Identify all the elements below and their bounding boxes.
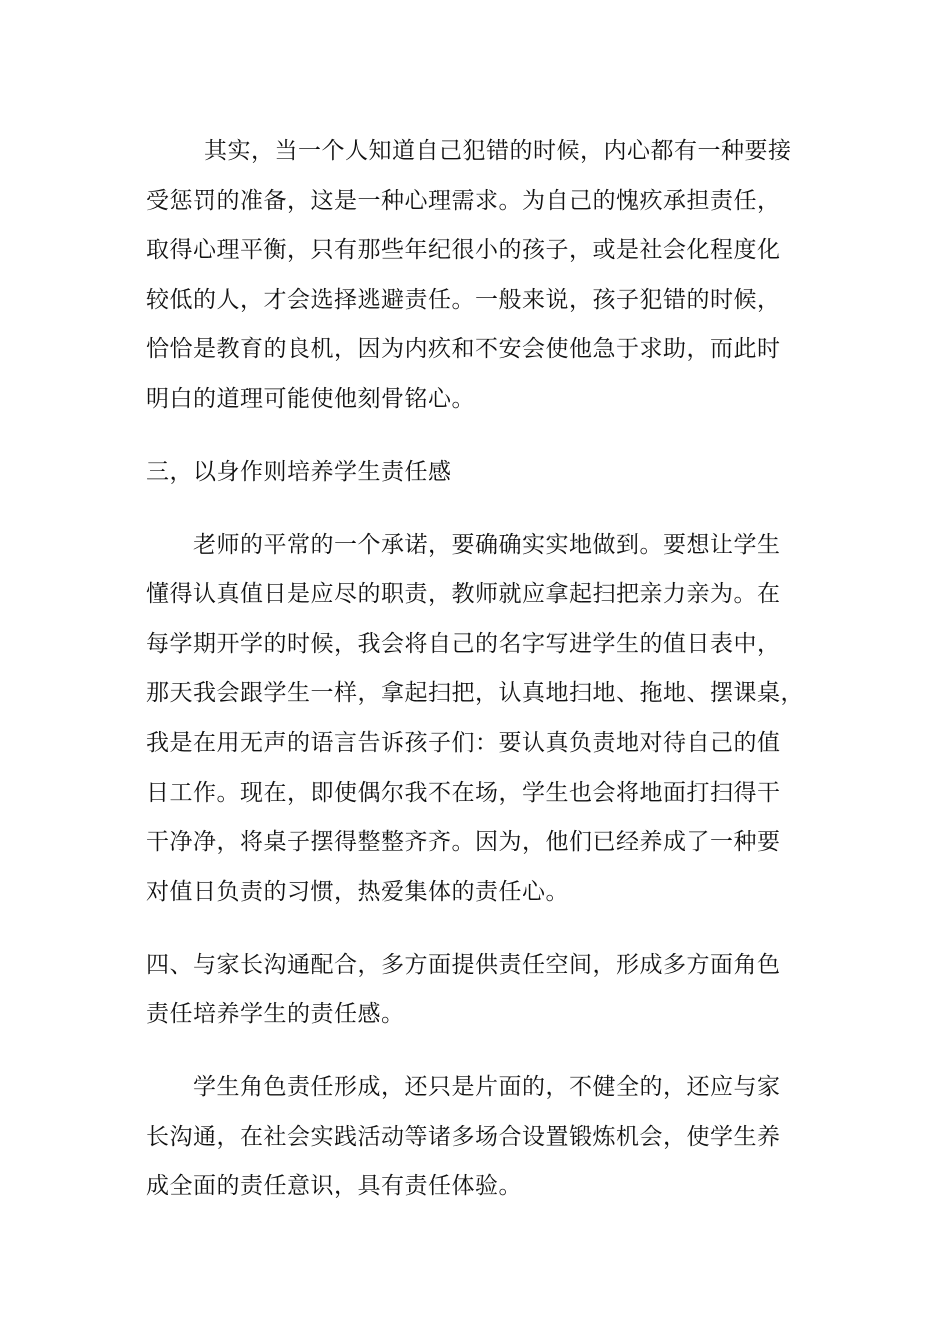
- paragraph-line: 对值日负责的习惯，热爱集体的责任心。: [146, 879, 569, 905]
- heading-line: 四、与家长沟通配合，多方面提供责任空间，形成多方面角色: [146, 952, 781, 978]
- paragraph-line: 较低的人，才会选择逃避责任。一般来说，孩子犯错的时候，: [146, 287, 781, 313]
- paragraph-line: 干净净，将桌子摆得整整齐齐。因为，他们已经养成了一种要: [146, 829, 781, 855]
- paragraph-line: 每学期开学的时候，我会将自己的名字写进学生的值日表中，: [146, 631, 781, 657]
- paragraph-line: 老师的平常的一个承诺，要确确实实地做到。要想让学生: [193, 532, 781, 558]
- paragraph-line: 取得心理平衡，只有那些年纪很小的孩子，或是社会化程度化: [146, 237, 781, 263]
- paragraph-line: 懂得认真值日是应尽的职责，教师就应拿起扫把亲力亲为。在: [146, 581, 781, 607]
- heading-line: 责任培养学生的责任感。: [146, 1001, 405, 1027]
- paragraph-line: 长沟通，在社会实践活动等诸多场合设置锻炼机会，使学生养: [146, 1124, 781, 1150]
- paragraph-line: 其实，当一个人知道自己犯错的时候，内心都有一种要接: [204, 138, 792, 164]
- paragraph-line: 那天我会跟学生一样，拿起扫把，认真地扫地、拖地、摆课桌，: [146, 680, 804, 706]
- paragraph-line: 明白的道理可能使他刻骨铭心。: [146, 386, 475, 412]
- paragraph-line: 恰恰是教育的良机，因为内疚和不安会使他急于求助，而此时: [146, 336, 781, 362]
- paragraph-line: 我是在用无声的语言告诉孩子们：要认真负责地对待自己的值: [146, 730, 781, 756]
- paragraph-line: 成全面的责任意识，具有责任体验。: [146, 1173, 522, 1199]
- section-heading-3: 三，以身作则培养学生责任感: [146, 459, 452, 485]
- paragraph-line: 日工作。现在，即使偶尔我不在场，学生也会将地面打扫得干: [146, 780, 781, 806]
- paragraph-line: 学生角色责任形成，还只是片面的，不健全的，还应与家: [193, 1074, 781, 1100]
- paragraph-line: 受惩罚的准备，这是一种心理需求。为自己的愧疚承担责任，: [146, 188, 781, 214]
